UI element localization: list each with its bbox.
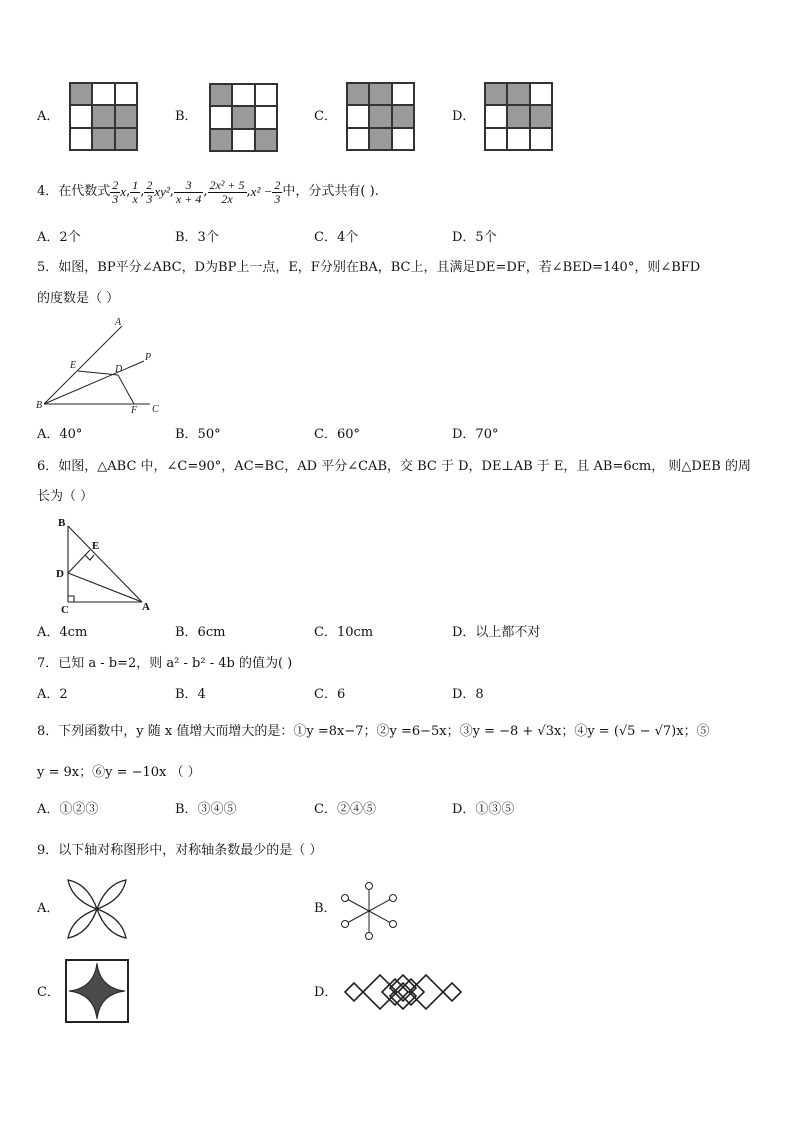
grid-cell-7 [70,128,92,150]
q6-label-d: D [56,568,64,580]
q5-label-e: E [70,360,77,371]
q5-option-b: B．50° [175,427,221,442]
q6-figure [52,514,162,618]
grid-cell-6 [255,106,277,128]
grid-cell-3 [255,84,277,106]
q6-option-b: B．6cm [175,625,226,640]
grid-cell-1 [347,83,369,105]
grid-cell-9 [392,128,414,150]
q5-option-c: C．60° [314,427,360,442]
q4-expr-3: $\frac{2}{3}$ [146,177,153,206]
q8-option-c: C．②④⑤ [314,802,376,817]
q5-label-d: D [115,364,123,375]
q3-option-c-grid [346,82,415,151]
q9-option-a-flower-figure [64,876,130,942]
grid-cell-2 [507,83,529,105]
q8-option-d: D．①③⑤ [452,802,515,817]
q6-option-a: A．4cm [37,625,88,640]
grid-cell-5 [92,105,114,127]
grid-cell-3 [530,83,552,105]
q7-option-d: D．8 [452,687,484,702]
grid-cell-5 [369,105,391,127]
grid-cell-4 [485,105,507,127]
q4-expr-6: x² − [250,184,273,199]
grid-cell-3 [115,83,137,105]
q3-option-d-label: D． [452,109,476,124]
grid-cell-3 [392,83,414,105]
q4-expr-6b: $\frac{2}{3}$ [274,177,281,206]
grid-cell-8 [369,128,391,150]
q9-option-d-label: D． [314,985,338,1000]
q4-suffix: 中，分式共有( ). [282,184,379,199]
q9-option-d-diamond-chain-figure [342,964,464,1020]
q6-option-c: C．10cm [314,625,374,640]
q4-expr-1: $\frac{2}{3}$ [112,177,119,206]
grid-cell-8 [507,128,529,150]
q5-label-c: C [152,404,159,415]
q7-option-c: C．6 [314,687,346,702]
q6-label-e: E [92,540,100,552]
q9-option-c-label: C． [37,985,60,1000]
q8-option-a: A．①②③ [37,802,99,817]
q3-option-a-label: A． [37,109,60,124]
q4-expr-1b: x [120,184,127,199]
q4-stem: 4．在代数式 $\frac{2}{3}$ x , $\frac{1}{x}$ , $\frac{2}{3}$ xy² , $\frac{3}{x + 4}$ , $\frac{\text{2x² + 5}}{2x}$ , x² − $\frac{2}{3}$ 中，分式共有( ). [37,177,379,206]
q7-option-a: A．2 [37,687,68,702]
q9-option-b-label: B． [314,901,337,916]
q6-line2: 长为（ ） [37,489,94,504]
grid-cell-5 [507,105,529,127]
grid-cell-2 [232,84,254,106]
q8-line1: 8．下列函数中，y 随 x 值增大而增大的是：①y =8x−7；②y =6−5x；③y = −8 + √3x；④y = (√5 − √7)x；⑤ [37,724,710,739]
grid-cell-2 [369,83,391,105]
q6-option-d: D．以上都不对 [452,625,541,640]
grid-cell-7 [210,129,232,151]
q9-stem: 9．以下轴对称图形中，对称轴条数最少的是（ ） [37,843,323,858]
grid-cell-6 [392,105,414,127]
q4-expr-5: $\frac{\text{2x² + 5}}{2x}$ [209,177,245,206]
q4-option-c: C．4个 [314,230,359,245]
q4-expr-3b: xy² [154,184,170,199]
q6-label-c: C [61,604,69,616]
grid-cell-6 [530,105,552,127]
q5-label-b: B [36,400,43,411]
q5-option-d: D．70° [452,427,499,442]
grid-cell-2 [92,83,114,105]
q7-option-b: B．4 [175,687,206,702]
q9-option-c-astroid-figure [64,958,130,1024]
q9-option-b-star-figure [338,880,400,942]
q5-line2: 的度数是（ ） [37,291,120,306]
grid-cell-1 [485,83,507,105]
q3-option-d-grid [484,82,553,151]
grid-cell-4 [70,105,92,127]
grid-cell-1 [210,84,232,106]
q5-label-a: A [115,317,122,328]
grid-cell-4 [210,106,232,128]
grid-cell-9 [530,128,552,150]
grid-cell-4 [347,105,369,127]
grid-cell-7 [485,128,507,150]
q5-label-f: F [131,405,138,416]
q5-line1: 5．如图，BP平分∠ABC，D为BP上一点，E，F分别在BA，BC上，且满足DE=DF，若∠BED=140°，则∠BFD [37,260,701,275]
q7-stem: 7．已知 a - b=2，则 a² - b² - 4b 的值为( ) [37,656,293,671]
q3-option-b-label: B． [175,109,198,124]
grid-cell-5 [232,106,254,128]
q4-prefix: 4．在代数式 [37,184,111,199]
q4-option-a: A．2个 [37,230,81,245]
q3-option-b-grid [209,83,278,152]
q6-line1: 6．如图，△ABC 中，∠C=90°，AC=BC，AD 平分∠CAB，交 BC 于 D，DE⊥AB 于 E，且 AB=6cm， 则△DEB 的周 [37,459,751,474]
grid-cell-7 [347,128,369,150]
q4-expr-4: $\frac{3}{x + 4}$ [175,177,202,206]
q3-option-c-label: C． [314,109,337,124]
grid-cell-9 [255,129,277,151]
q5-figure [36,316,166,416]
q8-line2: y = 9x；⑥y = −10x （ ） [37,765,201,780]
q8-option-b: B．③④⑤ [175,802,237,817]
grid-cell-8 [232,129,254,151]
q9-option-a-label: A． [37,901,60,916]
grid-cell-8 [92,128,114,150]
q4-expr-2: $\frac{1}{x}$ [132,177,139,206]
q5-option-a: A．40° [37,427,83,442]
grid-cell-1 [70,83,92,105]
grid-cell-9 [115,128,137,150]
q4-option-b: B．3个 [175,230,219,245]
q5-label-p: P [145,352,152,363]
grid-cell-6 [115,105,137,127]
q4-option-d: D．5个 [452,230,497,245]
q3-option-a-grid [69,82,138,151]
q6-label-a: A [142,601,150,613]
q6-label-b: B [58,517,66,529]
